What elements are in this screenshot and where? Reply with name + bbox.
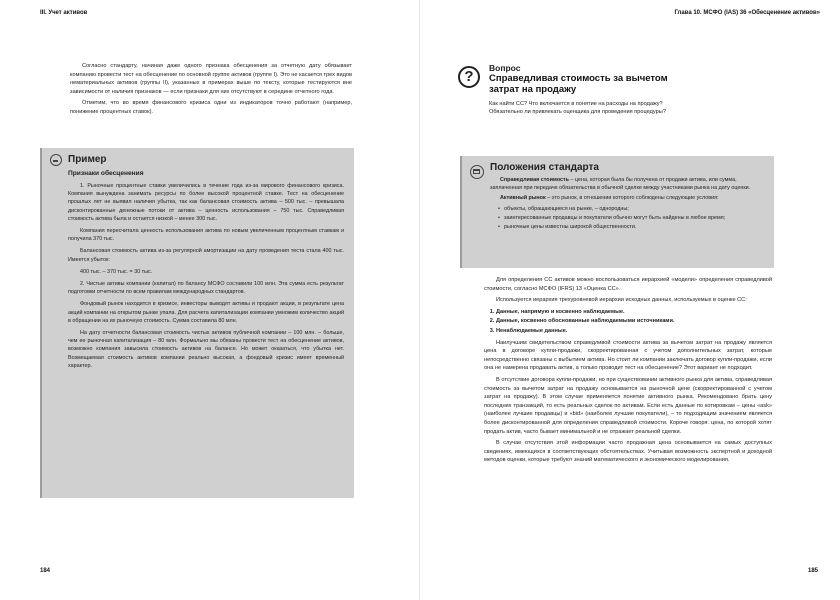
question-text: Как найти СС? Что включается в понятие на расходы на продажу? Обязательно ли привлекать оценщика для проведения процедуры? — [489, 101, 666, 116]
minus-circle-icon — [50, 154, 62, 166]
definition: – это рынок, в отношении которого соблюдены следующие условия: — [545, 195, 719, 202]
paragraph: 2. Чистые активы компании (капитал) по балансу МСФО составили 100 млн. Эта сумма есть результат подготовки отчетности по всем правилам международных стандартов. — [68, 281, 344, 296]
page-number: 184 — [40, 568, 51, 574]
question-title: Справедливая стоимость за вычетом затрат на продажу — [489, 73, 668, 95]
standard-title: Положения стандарта — [490, 162, 599, 173]
example-subtitle: Признаки обесценения — [68, 170, 144, 177]
right-body-text — [484, 276, 772, 468]
paragraph: Отметим, что во время финансового кризиса одни из индикаторов точно работают (например, понижение процентных ставок). — [70, 100, 352, 115]
paragraph: В отсутствие договора купли-продажи, но при существовании активного рынка для актива, справедливая стоимость за вычетом затрат на продажу основывается на рыночной цене (скорректированной с учетом затрат на продажу). В этом случае применяется понятие активного рынка. Рекомендовано брать цену последних транзакций, то есть реальных сделок по активам. Если есть данные по котировкам – цены «ask» (наиболее лучшие продавцы) и «bid» (наиболее лучшие покупатели), – то подходящим значением является более дисконтированной для определения справедливой стоимости. Короче говоря: цена, по которой хотят продать актив, часто бывает минимальной и не отражает реальной сделки. — [484, 376, 772, 435]
paragraph: Для определения СС активов можно воспользоваться иерархией «модели» определения справедливой стоимости, согласно МСФО (IFRS) 13 «Оценка СС». — [484, 277, 772, 292]
paragraph: Наилучшим свидетельством справедливой стоимости актива за вычетом затрат на продажу является цена в договоре купли-продажи, скорректированная с учетом дополнительных затрат, которые непосредственно связаны с выбытием актива. Но стоит ли компании заключать договор купли-продажи, если она не намерена продавать актив, а только проводит тест на обесценение? Этот вариант не подходит. — [484, 339, 772, 372]
paragraph: В случае отсутствия этой информации часто продажная цена основывается на самых доступных сведениях, имеющихся в соответствующих обстоятельствах. Учитывая возможность экспертной и доходной методов оценки, которые требуют знаний математического и экономического моделирования. — [484, 440, 772, 464]
example-text — [68, 182, 344, 374]
example-box — [40, 148, 354, 498]
building-icon — [470, 165, 484, 179]
question-icon: ? — [458, 66, 480, 88]
intro-text — [70, 62, 352, 120]
numbered-list — [484, 308, 772, 336]
standard-box — [460, 156, 774, 268]
paragraph: На дату отчетности балансовая стоимость чистых активов публичной компании – 100 млн. – больше, чем ее рыночная капитализация – 80 млн. Формально мы обязаны провести тест на обесценение активов, возможно компания завысила стоимость активов на балансе. Но может оказаться, что убытка нет. Возмещаемая стоимость активов компании реально высокая, а фондовый кризис имеет временный характер. — [68, 330, 344, 369]
paragraph — [490, 176, 766, 192]
running-head: III. Учет активов — [40, 10, 88, 16]
term: Активный рынок — [500, 195, 546, 202]
definition: – цена, которая была бы получена от продажи актива, или сумма, заплаченная при передаче обязательства в обычной сделке между участниками рынка на дату оценки. — [490, 177, 751, 192]
paragraph: Используется иерархия трехуровневой иерархии исходных данных, используемых в оценке СС: — [496, 297, 747, 304]
running-head: Глава 10. МСФО (IAS) 36 «Обесценение активов» — [674, 10, 820, 16]
paragraph: 1. Рыночные процентные ставки увеличились в течение года из-за мирового финансового кризиса. Компания вынуждена занимать ресурсы по более высокой процентной ставке. Тест на обесценение прошлых лет не выявил наличия убытка, так как балансовая стоимость актива – 500 тыс. – превышала дисконтированные денежные потоки от актива – ценность использования – 750 тыс. Справедливая стоимость актива была и остается низкой – менее 300 тыс. — [68, 183, 344, 222]
paragraph: Балансовая стоимость актива из-за регулярной амортизации на дату проведения теста стала 400 тыс. Имеется убыток: — [68, 248, 344, 263]
list-item: 2. Данные, косвенно обоснованные наблюдаемыми источниками. — [496, 317, 772, 326]
paragraph: 400 тыс. – 370 тыс. = 30 тыс. — [80, 268, 153, 275]
term: Справедливая стоимость — [500, 177, 569, 183]
bullet-list — [490, 205, 766, 232]
paragraph: Фондовый рынок находится в кризисе, инвесторы выводят активы и продают акции, в результате цена акций компании на открытом рынке упала. Для расчета капитализации компании умножим количество акций в обращении на их рыночную стоимость. Сумма составила 80 млн. — [68, 301, 344, 324]
list-item: 1. Данные, напрямую и косвенно наблюдаемые. — [496, 308, 772, 317]
example-title: Пример — [68, 154, 107, 165]
list-item: • заинтересованные продавцы и покупатели обычно могут быть найдены в любое время; — [498, 214, 766, 222]
list-item: • рыночные цены известны широкой общественности. — [498, 223, 766, 231]
list-item: 3. Ненаблюдаемые данные. — [496, 327, 772, 336]
page-number: 185 — [807, 568, 818, 574]
standard-text — [490, 176, 766, 232]
paragraph: Компания пересчитала ценность использования актива по новым увеличенным процентным ставкам и получила 370 тыс. — [68, 228, 344, 243]
question-label: Вопрос — [489, 63, 521, 73]
paragraph: Согласно стандарту, начиная даже одного признака обесценения за отчетную дату обязывает компанию провести тест на обесценение по основной группе активов (группе I). Это не касается трех видов нематериальных активов (группы II), указанных в примерах выше по тексту, которые тестируются вне зависимости от наличия признаков — если признаки для них отсутствуют в середине отчетного года. — [70, 63, 352, 95]
paragraph — [490, 194, 766, 202]
list-item: • объекты, обращающиеся на рынке, – однородны; — [498, 205, 766, 213]
